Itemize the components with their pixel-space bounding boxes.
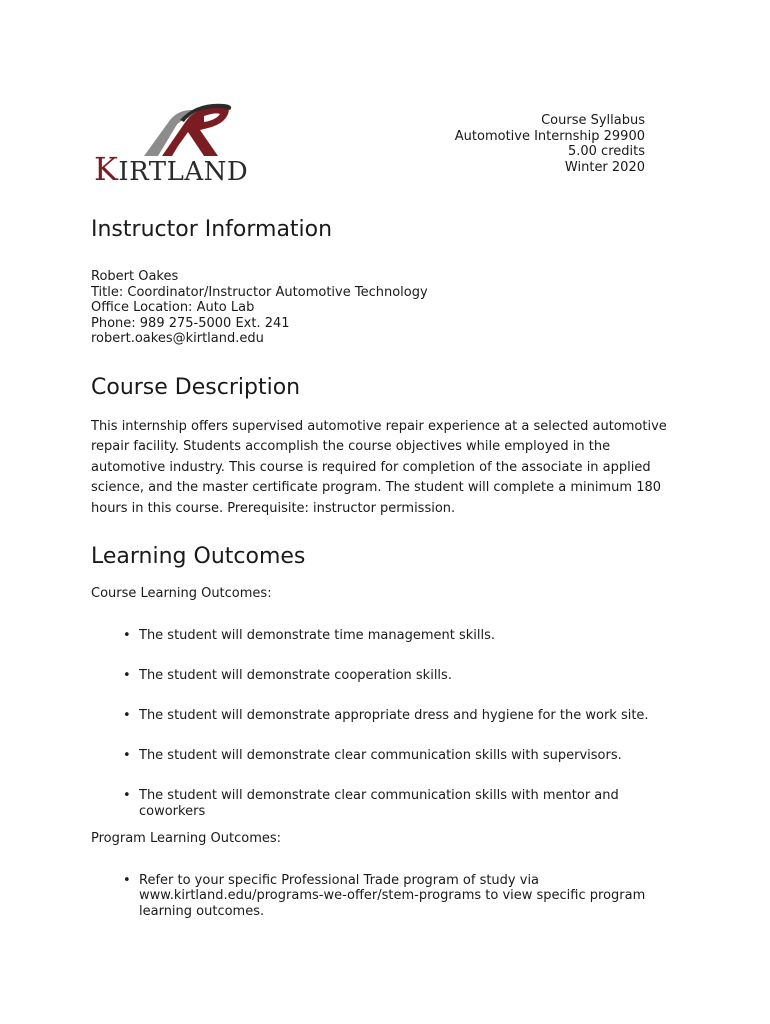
description-heading: Course Description <box>91 374 301 400</box>
course-term: Winter 2020 <box>564 159 645 175</box>
bullet-icon: • <box>123 872 131 888</box>
description-section <box>91 373 691 520</box>
list-item <box>91 708 691 724</box>
bullet-icon: • <box>123 668 131 684</box>
course-outcomes-list <box>91 628 691 819</box>
instructor-title: Title: Coordinator/Instructor Automotive Technology <box>91 284 428 300</box>
kirtland-swoosh-icon <box>92 98 274 160</box>
learning-section <box>91 542 691 919</box>
bullet-icon: • <box>123 628 131 644</box>
list-item <box>91 873 699 920</box>
outcome-text: The student will demonstrate clear communication skills with supervisors. <box>139 748 622 764</box>
list-item <box>91 788 679 819</box>
instructor-name: Robert Oakes <box>91 269 179 284</box>
bullet-icon: • <box>123 708 131 724</box>
course-outcomes-label: Course Learning Outcomes: <box>91 586 272 602</box>
instructor-email: robert.oakes@kirtland.edu <box>91 331 264 347</box>
list-item <box>91 628 691 644</box>
program-outcomes-list <box>91 873 691 920</box>
instructor-phone: Phone: 989 275-5000 Ext. 241 <box>91 315 290 331</box>
instructor-heading: Instructor Information <box>91 217 333 242</box>
course-credits: 5.00 credits <box>567 144 645 159</box>
course-header <box>455 113 645 175</box>
program-outcomes-label: Program Learning Outcomes: <box>91 830 282 846</box>
outcome-text: Refer to your specific Professional Trade program of study via www.kirtland.edu/programs-we-offer/stem-programs to view specific program learning outcomes. <box>139 872 646 919</box>
outcome-text: The student will demonstrate appropriate dress and hygiene for the work site. <box>139 708 649 724</box>
instructor-office: Office Location: Auto Lab <box>91 300 255 316</box>
list-item <box>91 668 691 684</box>
instructor-details <box>91 269 691 347</box>
logo-wordmark: KIRTLAND <box>94 150 249 188</box>
doc-type: Course Syllabus <box>541 113 645 128</box>
outcome-text: The student will demonstrate clear communication skills with mentor and coworkers <box>139 788 619 819</box>
outcome-text: The student will demonstrate time management skills. <box>139 628 496 644</box>
course-name: Automotive Internship 29900 <box>454 128 645 144</box>
list-item <box>91 748 691 764</box>
kirtland-logo <box>92 98 274 188</box>
instructor-section <box>91 215 691 347</box>
syllabus-content <box>91 215 691 919</box>
outcome-text: The student will demonstrate cooperation skills. <box>139 668 452 684</box>
bullet-icon: • <box>123 788 131 804</box>
learning-heading: Learning Outcomes <box>91 544 306 570</box>
description-text: This internship offers supervised automotive repair experience at a selected automotive repair facility. Students accomplish the course objectives while employed in the automotive industry. This course is required for completion of the associate in applied science, and the master certificate program. The student will complete a minimum 180 hours in this course. Prerequisite: instructor permission. <box>91 418 667 516</box>
bullet-icon: • <box>123 748 131 764</box>
